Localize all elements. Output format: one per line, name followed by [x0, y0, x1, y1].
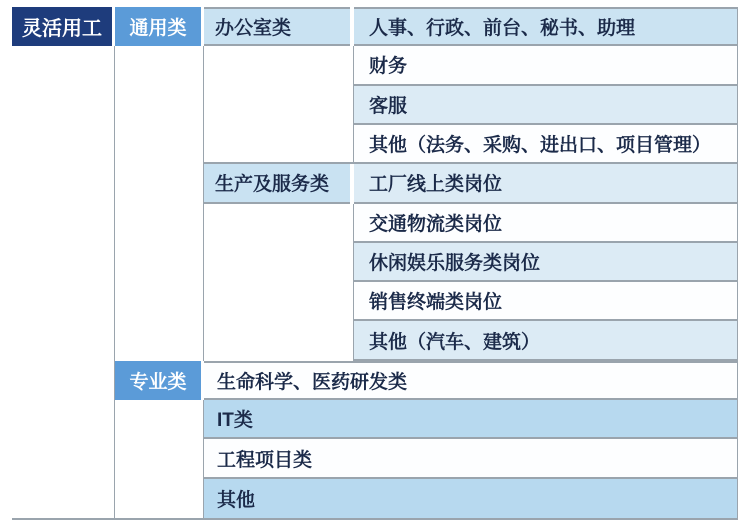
job-row-sales-terminal: 销售终端类岗位: [354, 282, 738, 321]
root-cell: 灵活用工: [12, 7, 112, 46]
job-row-engineering-project: 工程项目类: [204, 439, 738, 478]
group-production-service-spacer: [204, 204, 354, 361]
section-general-spacer: [115, 46, 204, 360]
job-row-life-science-pharma: 生命科学、医药研发类: [204, 361, 738, 400]
job-row-factory-line: 工厂线上类岗位: [354, 164, 738, 203]
group-office-cell: 办公室类: [204, 7, 350, 46]
job-row-customer-service: 客服: [354, 86, 738, 125]
root-column-spacer: [12, 46, 115, 518]
job-row-professional-other: 其他: [204, 479, 738, 518]
job-row-office-hr-admin: 人事、行政、前台、秘书、助理: [354, 7, 738, 46]
group-production-service-cell: 生产及服务类: [204, 164, 350, 203]
job-row-office-other: 其他（法务、采购、进出口、项目管理）: [354, 125, 738, 164]
job-row-leisure-entertainment: 休闲娱乐服务类岗位: [354, 243, 738, 282]
job-row-production-other: 其他（汽车、建筑）: [354, 321, 738, 360]
job-row-transport-logistics: 交通物流类岗位: [354, 204, 738, 243]
category-grid: [12, 7, 738, 520]
section-professional-cell: 专业类: [115, 361, 201, 400]
group-office-spacer: [204, 46, 354, 164]
section-professional-spacer: [115, 400, 204, 518]
job-row-it: IT类: [204, 400, 738, 439]
section-general-cell: 通用类: [115, 7, 201, 46]
job-row-finance: 财务: [354, 46, 738, 85]
